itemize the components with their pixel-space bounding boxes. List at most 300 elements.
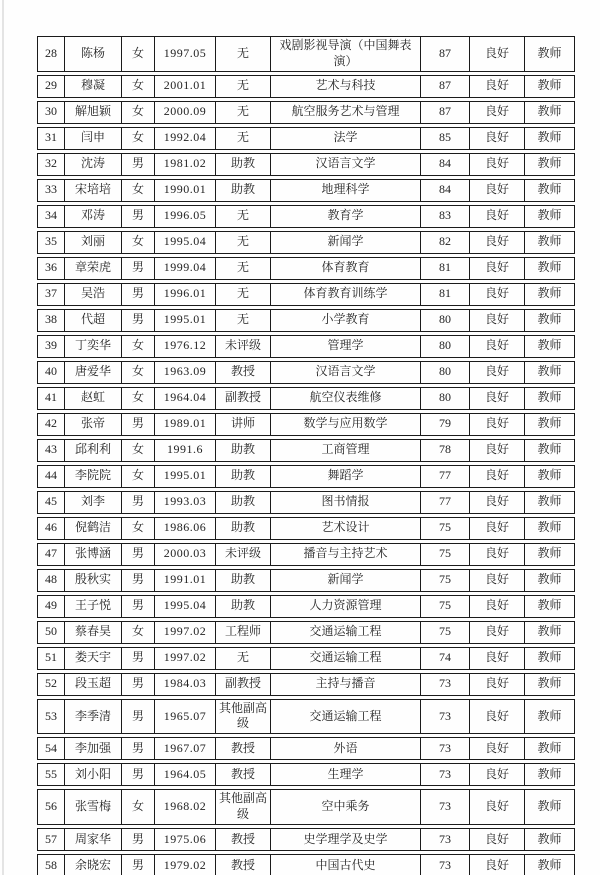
cell-birth: 1967.07 (154, 737, 215, 760)
cell-name: 吴浩 (64, 283, 121, 306)
cell-score: 80 (420, 309, 469, 332)
cell-major: 中国古代史 (270, 854, 420, 875)
cell-gender: 女 (121, 621, 154, 644)
cell-gender: 男 (121, 205, 154, 228)
cell-grade: 良好 (469, 309, 524, 332)
cell-no: 30 (37, 101, 64, 124)
cell-score: 73 (420, 763, 469, 786)
cell-name: 穆凝 (64, 75, 121, 98)
cell-score: 73 (420, 737, 469, 760)
cell-position: 教师 (524, 153, 575, 176)
cell-score: 73 (420, 789, 469, 825)
cell-no: 32 (37, 153, 64, 176)
cell-position: 教师 (524, 647, 575, 670)
cell-gender: 女 (121, 361, 154, 384)
cell-major: 数学与应用数学 (270, 413, 420, 436)
cell-name: 解旭颖 (64, 101, 121, 124)
table-row (37, 763, 575, 786)
cell-gender: 男 (121, 569, 154, 592)
cell-birth: 1992.04 (154, 127, 215, 150)
cell-gender: 男 (121, 595, 154, 618)
cell-title: 无 (215, 127, 270, 150)
cell-major: 教育学 (270, 205, 420, 228)
cell-grade: 良好 (469, 205, 524, 228)
table-row (37, 127, 575, 150)
cell-score: 83 (420, 205, 469, 228)
table-row (37, 647, 575, 670)
cell-no: 56 (37, 789, 64, 825)
cell-position: 教师 (524, 257, 575, 280)
cell-title: 教授 (215, 763, 270, 786)
table-row (37, 699, 575, 735)
cell-no: 40 (37, 361, 64, 384)
cell-major: 新闻学 (270, 569, 420, 592)
cell-no: 55 (37, 763, 64, 786)
cell-gender: 女 (121, 789, 154, 825)
cell-title: 助教 (215, 517, 270, 540)
roster-body (37, 36, 575, 875)
cell-position: 教师 (524, 361, 575, 384)
cell-birth: 1989.01 (154, 413, 215, 436)
table-row (37, 569, 575, 592)
cell-major: 交通运输工程 (270, 699, 420, 735)
cell-birth: 1979.02 (154, 854, 215, 875)
cell-no: 33 (37, 179, 64, 202)
table-row (37, 361, 575, 384)
table-row (37, 439, 575, 462)
cell-title: 其他副高级 (215, 789, 270, 825)
cell-position: 教师 (524, 491, 575, 514)
cell-score: 81 (420, 257, 469, 280)
cell-name: 刘李 (64, 491, 121, 514)
cell-gender: 男 (121, 763, 154, 786)
cell-score: 82 (420, 231, 469, 254)
cell-score: 75 (420, 595, 469, 618)
cell-score: 78 (420, 439, 469, 462)
cell-birth: 2000.03 (154, 543, 215, 566)
cell-grade: 良好 (469, 647, 524, 670)
cell-position: 教师 (524, 75, 575, 98)
cell-major: 空中乘务 (270, 789, 420, 825)
cell-score: 75 (420, 621, 469, 644)
cell-major: 管理学 (270, 335, 420, 358)
cell-position: 教师 (524, 127, 575, 150)
cell-birth: 1999.04 (154, 257, 215, 280)
cell-position: 教师 (524, 569, 575, 592)
cell-major: 播音与主持艺术 (270, 543, 420, 566)
cell-birth: 1997.05 (154, 36, 215, 72)
cell-birth: 2000.09 (154, 101, 215, 124)
cell-no: 29 (37, 75, 64, 98)
cell-no: 39 (37, 335, 64, 358)
cell-no: 58 (37, 854, 64, 875)
cell-gender: 女 (121, 127, 154, 150)
cell-gender: 男 (121, 309, 154, 332)
cell-position: 教师 (524, 179, 575, 202)
cell-grade: 良好 (469, 517, 524, 540)
cell-position: 教师 (524, 621, 575, 644)
cell-title: 其他副高级 (215, 699, 270, 735)
table-row (37, 854, 575, 875)
cell-grade: 良好 (469, 413, 524, 436)
table-row (37, 543, 575, 566)
cell-gender: 男 (121, 699, 154, 735)
cell-name: 沈涛 (64, 153, 121, 176)
cell-name: 张帝 (64, 413, 121, 436)
cell-grade: 良好 (469, 36, 524, 72)
cell-name: 蔡春昊 (64, 621, 121, 644)
cell-title: 教授 (215, 828, 270, 851)
cell-position: 教师 (524, 543, 575, 566)
cell-grade: 良好 (469, 101, 524, 124)
cell-no: 51 (37, 647, 64, 670)
cell-name: 刘丽 (64, 231, 121, 254)
cell-name: 李院院 (64, 465, 121, 488)
cell-birth: 1991.6 (154, 439, 215, 462)
cell-major: 艺术与科技 (270, 75, 420, 98)
cell-name: 宋培培 (64, 179, 121, 202)
cell-score: 81 (420, 283, 469, 306)
cell-major: 艺术设计 (270, 517, 420, 540)
cell-score: 73 (420, 699, 469, 735)
cell-title: 未评级 (215, 335, 270, 358)
page-edge-line (2, 0, 4, 875)
cell-title: 助教 (215, 465, 270, 488)
cell-name: 丁奕华 (64, 335, 121, 358)
cell-score: 87 (420, 75, 469, 98)
cell-grade: 良好 (469, 569, 524, 592)
cell-name: 刘小阳 (64, 763, 121, 786)
cell-title: 无 (215, 36, 270, 72)
table-row (37, 413, 575, 436)
cell-name: 唐爱华 (64, 361, 121, 384)
cell-position: 教师 (524, 309, 575, 332)
cell-title: 无 (215, 231, 270, 254)
table-row (37, 517, 575, 540)
cell-title: 助教 (215, 153, 270, 176)
cell-grade: 良好 (469, 789, 524, 825)
table-row (37, 387, 575, 410)
cell-no: 37 (37, 283, 64, 306)
table-row (37, 309, 575, 332)
cell-title: 教授 (215, 854, 270, 875)
cell-birth: 1990.01 (154, 179, 215, 202)
cell-major: 体育教育训练学 (270, 283, 420, 306)
cell-gender: 女 (121, 335, 154, 358)
cell-name: 代超 (64, 309, 121, 332)
cell-gender: 男 (121, 737, 154, 760)
cell-title: 无 (215, 257, 270, 280)
table-row (37, 491, 575, 514)
cell-birth: 1986.06 (154, 517, 215, 540)
cell-name: 殷秋实 (64, 569, 121, 592)
cell-birth: 1997.02 (154, 621, 215, 644)
cell-title: 助教 (215, 491, 270, 514)
cell-no: 49 (37, 595, 64, 618)
cell-grade: 良好 (469, 491, 524, 514)
cell-title: 副教授 (215, 387, 270, 410)
cell-score: 87 (420, 36, 469, 72)
cell-title: 无 (215, 283, 270, 306)
table-row (37, 153, 575, 176)
cell-score: 80 (420, 361, 469, 384)
cell-grade: 良好 (469, 854, 524, 875)
cell-gender: 女 (121, 36, 154, 72)
cell-name: 娄天宇 (64, 647, 121, 670)
cell-score: 85 (420, 127, 469, 150)
cell-gender: 男 (121, 828, 154, 851)
cell-no: 34 (37, 205, 64, 228)
cell-name: 邓涛 (64, 205, 121, 228)
cell-title: 无 (215, 75, 270, 98)
cell-gender: 女 (121, 101, 154, 124)
cell-gender: 女 (121, 465, 154, 488)
cell-score: 80 (420, 335, 469, 358)
cell-major: 汉语言文学 (270, 153, 420, 176)
cell-major: 汉语言文学 (270, 361, 420, 384)
cell-gender: 女 (121, 387, 154, 410)
table-row (37, 36, 575, 72)
cell-name: 王子悦 (64, 595, 121, 618)
cell-major: 人力资源管理 (270, 595, 420, 618)
cell-major: 小学教育 (270, 309, 420, 332)
cell-birth: 1976.12 (154, 335, 215, 358)
cell-grade: 良好 (469, 75, 524, 98)
table-row (37, 205, 575, 228)
cell-no: 42 (37, 413, 64, 436)
cell-birth: 1995.04 (154, 595, 215, 618)
cell-position: 教师 (524, 737, 575, 760)
cell-major: 地理科学 (270, 179, 420, 202)
cell-grade: 良好 (469, 231, 524, 254)
cell-title: 助教 (215, 439, 270, 462)
cell-birth: 1996.05 (154, 205, 215, 228)
cell-score: 84 (420, 179, 469, 202)
cell-name: 闫申 (64, 127, 121, 150)
cell-score: 87 (420, 101, 469, 124)
cell-grade: 良好 (469, 283, 524, 306)
cell-gender: 女 (121, 231, 154, 254)
cell-birth: 1965.07 (154, 699, 215, 735)
cell-title: 无 (215, 309, 270, 332)
cell-position: 教师 (524, 763, 575, 786)
cell-position: 教师 (524, 517, 575, 540)
cell-grade: 良好 (469, 699, 524, 735)
cell-position: 教师 (524, 673, 575, 696)
cell-score: 73 (420, 673, 469, 696)
cell-name: 周家华 (64, 828, 121, 851)
table-row (37, 465, 575, 488)
cell-birth: 1984.03 (154, 673, 215, 696)
cell-no: 36 (37, 257, 64, 280)
cell-score: 75 (420, 517, 469, 540)
cell-position: 教师 (524, 36, 575, 72)
cell-no: 35 (37, 231, 64, 254)
cell-no: 52 (37, 673, 64, 696)
cell-grade: 良好 (469, 127, 524, 150)
cell-gender: 女 (121, 75, 154, 98)
cell-grade: 良好 (469, 153, 524, 176)
cell-title: 助教 (215, 595, 270, 618)
cell-birth: 1995.04 (154, 231, 215, 254)
cell-position: 教师 (524, 465, 575, 488)
cell-grade: 良好 (469, 257, 524, 280)
cell-score: 77 (420, 491, 469, 514)
cell-score: 84 (420, 153, 469, 176)
cell-position: 教师 (524, 283, 575, 306)
cell-major: 航空服务艺术与管理 (270, 101, 420, 124)
cell-title: 无 (215, 101, 270, 124)
cell-name: 余晓宏 (64, 854, 121, 875)
table-row (37, 179, 575, 202)
cell-no: 53 (37, 699, 64, 735)
cell-score: 80 (420, 387, 469, 410)
table-row (37, 101, 575, 124)
cell-grade: 良好 (469, 621, 524, 644)
cell-major: 航空仪表维修 (270, 387, 420, 410)
cell-no: 57 (37, 828, 64, 851)
cell-name: 章荣虎 (64, 257, 121, 280)
table-row (37, 335, 575, 358)
cell-no: 54 (37, 737, 64, 760)
cell-major: 生理学 (270, 763, 420, 786)
cell-no: 43 (37, 439, 64, 462)
cell-score: 79 (420, 413, 469, 436)
cell-gender: 女 (121, 517, 154, 540)
cell-birth: 2001.01 (154, 75, 215, 98)
cell-title: 工程师 (215, 621, 270, 644)
cell-major: 工商管理 (270, 439, 420, 462)
cell-gender: 男 (121, 647, 154, 670)
cell-name: 陈杨 (64, 36, 121, 72)
cell-major: 主持与播音 (270, 673, 420, 696)
cell-birth: 1963.09 (154, 361, 215, 384)
cell-birth: 1995.01 (154, 309, 215, 332)
cell-grade: 良好 (469, 737, 524, 760)
table-row (37, 673, 575, 696)
cell-title: 讲师 (215, 413, 270, 436)
cell-score: 75 (420, 543, 469, 566)
cell-no: 50 (37, 621, 64, 644)
cell-score: 75 (420, 569, 469, 592)
cell-name: 倪鹤洁 (64, 517, 121, 540)
cell-name: 赵虹 (64, 387, 121, 410)
cell-no: 47 (37, 543, 64, 566)
personnel-roster-table (37, 33, 575, 875)
cell-title: 助教 (215, 179, 270, 202)
cell-score: 73 (420, 828, 469, 851)
cell-major: 法学 (270, 127, 420, 150)
cell-title: 无 (215, 205, 270, 228)
cell-title: 副教授 (215, 673, 270, 696)
cell-title: 助教 (215, 569, 270, 592)
cell-birth: 1968.02 (154, 789, 215, 825)
cell-name: 段玉超 (64, 673, 121, 696)
cell-grade: 良好 (469, 543, 524, 566)
cell-grade: 良好 (469, 465, 524, 488)
cell-birth: 1993.03 (154, 491, 215, 514)
cell-no: 38 (37, 309, 64, 332)
cell-gender: 女 (121, 179, 154, 202)
cell-birth: 1964.04 (154, 387, 215, 410)
table-row (37, 595, 575, 618)
cell-birth: 1996.01 (154, 283, 215, 306)
cell-position: 教师 (524, 699, 575, 735)
cell-major: 舞蹈学 (270, 465, 420, 488)
cell-title: 无 (215, 647, 270, 670)
cell-gender: 男 (121, 257, 154, 280)
cell-name: 张雪梅 (64, 789, 121, 825)
table-row (37, 75, 575, 98)
cell-position: 教师 (524, 413, 575, 436)
cell-gender: 男 (121, 854, 154, 875)
cell-major: 戏剧影视导演（中国舞表演） (270, 36, 420, 72)
cell-major: 外语 (270, 737, 420, 760)
cell-gender: 男 (121, 153, 154, 176)
cell-grade: 良好 (469, 673, 524, 696)
cell-score: 77 (420, 465, 469, 488)
cell-title: 教授 (215, 737, 270, 760)
cell-grade: 良好 (469, 361, 524, 384)
cell-gender: 男 (121, 491, 154, 514)
table-row (37, 621, 575, 644)
cell-grade: 良好 (469, 595, 524, 618)
cell-position: 教师 (524, 439, 575, 462)
table-row (37, 257, 575, 280)
cell-birth: 1991.01 (154, 569, 215, 592)
cell-grade: 良好 (469, 828, 524, 851)
table-row (37, 283, 575, 306)
cell-title: 未评级 (215, 543, 270, 566)
cell-gender: 男 (121, 413, 154, 436)
cell-name: 李季清 (64, 699, 121, 735)
cell-no: 44 (37, 465, 64, 488)
cell-position: 教师 (524, 205, 575, 228)
cell-birth: 1995.01 (154, 465, 215, 488)
table-row (37, 737, 575, 760)
cell-major: 史学理学及史学 (270, 828, 420, 851)
cell-grade: 良好 (469, 179, 524, 202)
cell-no: 46 (37, 517, 64, 540)
cell-no: 31 (37, 127, 64, 150)
cell-major: 体育教育 (270, 257, 420, 280)
cell-major: 新闻学 (270, 231, 420, 254)
table-row (37, 828, 575, 851)
cell-major: 交通运输工程 (270, 647, 420, 670)
cell-position: 教师 (524, 854, 575, 875)
cell-score: 74 (420, 647, 469, 670)
table-row (37, 231, 575, 254)
cell-no: 45 (37, 491, 64, 514)
cell-birth: 1997.02 (154, 647, 215, 670)
cell-birth: 1981.02 (154, 153, 215, 176)
cell-name: 邱利利 (64, 439, 121, 462)
cell-grade: 良好 (469, 335, 524, 358)
table-row (37, 789, 575, 825)
cell-position: 教师 (524, 231, 575, 254)
cell-gender: 男 (121, 543, 154, 566)
cell-score: 73 (420, 854, 469, 875)
cell-major: 图书情报 (270, 491, 420, 514)
cell-no: 48 (37, 569, 64, 592)
cell-title: 教授 (215, 361, 270, 384)
cell-birth: 1964.05 (154, 763, 215, 786)
cell-name: 张博涵 (64, 543, 121, 566)
cell-position: 教师 (524, 595, 575, 618)
cell-gender: 男 (121, 283, 154, 306)
cell-position: 教师 (524, 101, 575, 124)
cell-gender: 女 (121, 439, 154, 462)
